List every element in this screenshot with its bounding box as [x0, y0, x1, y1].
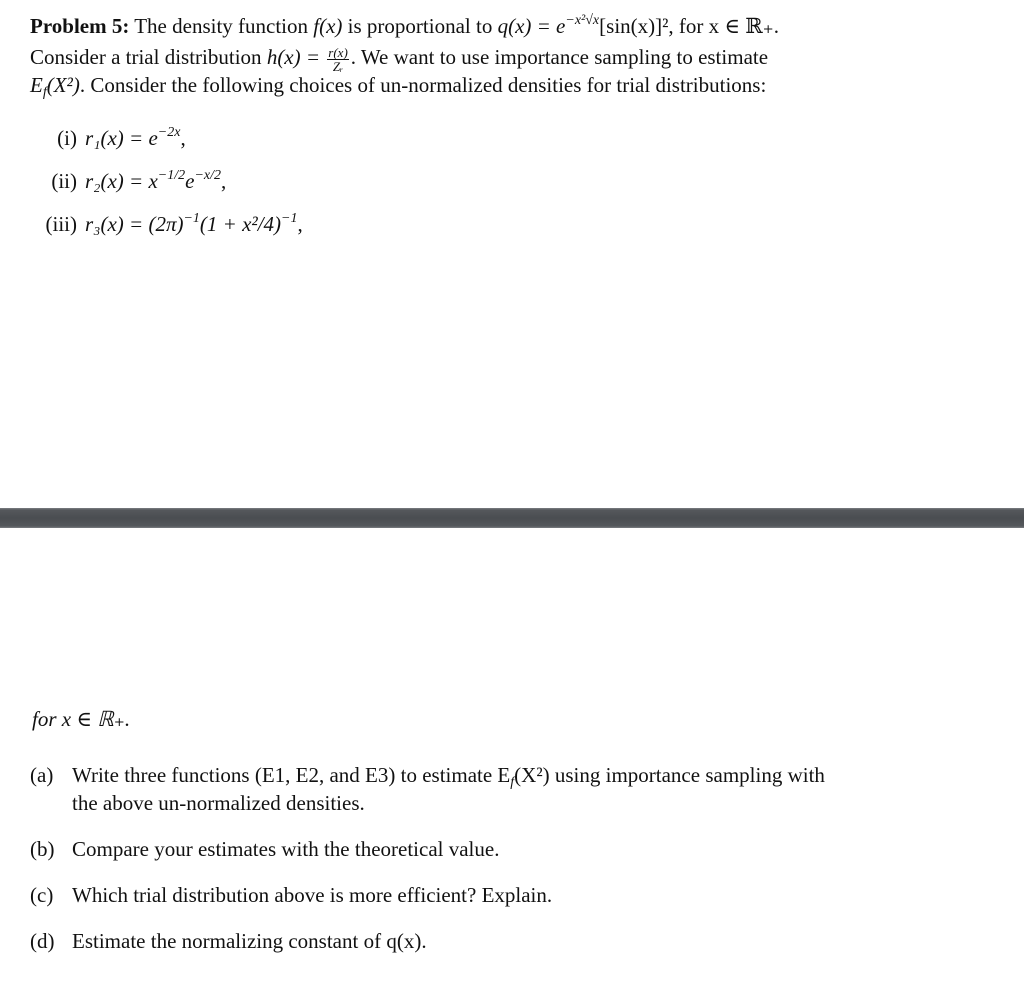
- question-label: (a): [30, 763, 54, 787]
- density-item-3: [34, 210, 303, 238]
- f-of-x: f(x): [313, 14, 343, 38]
- density-lhs: r₂(x) = x: [85, 169, 158, 193]
- density-tail: ,: [180, 126, 186, 150]
- problem-line-2a: Consider a trial distribution: [30, 45, 262, 69]
- q-equation: q(x) = e: [497, 14, 566, 38]
- h-equation: h(x) =: [266, 45, 321, 69]
- question-text: Compare your estimates with the theoretical value.: [72, 837, 500, 861]
- density-item-1: [34, 124, 186, 152]
- question-a-sub: f: [510, 775, 515, 790]
- density-tail: ,: [221, 169, 227, 193]
- question-label: (b): [30, 837, 55, 861]
- page-bottom: [0, 528, 1024, 984]
- question-a-text-2: (X²) using importance sampling with: [514, 763, 825, 787]
- density-mid: e: [185, 169, 195, 193]
- density-lhs: r₁(x) = e: [85, 126, 158, 150]
- problem-label: Problem 5:: [30, 14, 130, 38]
- problem-intro-2: is proportional to: [347, 14, 493, 38]
- density-exp2: −1: [281, 211, 298, 226]
- problem-line-3-rest: . Consider the following choices of un-normalized densities for trial distributions:: [79, 73, 767, 97]
- density-label: (i): [57, 126, 77, 150]
- q-tail: [sin(x)]², for x ∈ ℝ₊.: [599, 14, 779, 38]
- domain-note-text: for x ∈ ℝ₊.: [32, 707, 131, 731]
- density-tail: ,: [297, 212, 303, 236]
- domain-note: [32, 705, 130, 733]
- problem-intro-1: The density function: [134, 14, 309, 38]
- h-fraction: [327, 46, 349, 73]
- density-mid: (1 + x²/4): [199, 212, 282, 236]
- density-label: (ii): [51, 169, 77, 193]
- h-fraction-denominator: Zᵣ: [332, 59, 344, 74]
- expectation-sub: f: [42, 85, 47, 100]
- density-item-2: [34, 167, 226, 195]
- density-lhs: r₃(x) = (2π): [85, 212, 184, 236]
- density-exp: −1/2: [157, 168, 186, 183]
- density-exp: −1: [183, 211, 200, 226]
- expectation-e: E: [30, 73, 43, 97]
- question-text: [72, 761, 992, 817]
- question-label: (c): [30, 883, 54, 907]
- expectation-arg: (X²): [46, 73, 80, 97]
- problem-line-2: [30, 43, 768, 73]
- question-label: (d): [30, 929, 55, 953]
- density-exp2: −x/2: [194, 168, 222, 183]
- h-fraction-numerator: r(x): [328, 45, 348, 60]
- q-exponent: −x²√x: [565, 13, 600, 28]
- problem-line-1: [30, 12, 779, 40]
- density-label: (iii): [45, 212, 77, 236]
- question-a-text-1: Write three functions (E1, E2, and E3) to estimate E: [72, 763, 511, 787]
- question-text: Estimate the normalizing constant of q(x).: [72, 929, 427, 953]
- density-exp: −2x: [157, 125, 181, 140]
- question-text: Which trial distribution above is more efficient? Explain.: [72, 883, 553, 907]
- problem-line-3: [30, 71, 766, 99]
- question-a-text-3: the above un-normalized densities.: [72, 791, 365, 815]
- problem-line-2b: . We want to use importance sampling to estimate: [350, 45, 769, 69]
- page-separator: [0, 508, 1024, 528]
